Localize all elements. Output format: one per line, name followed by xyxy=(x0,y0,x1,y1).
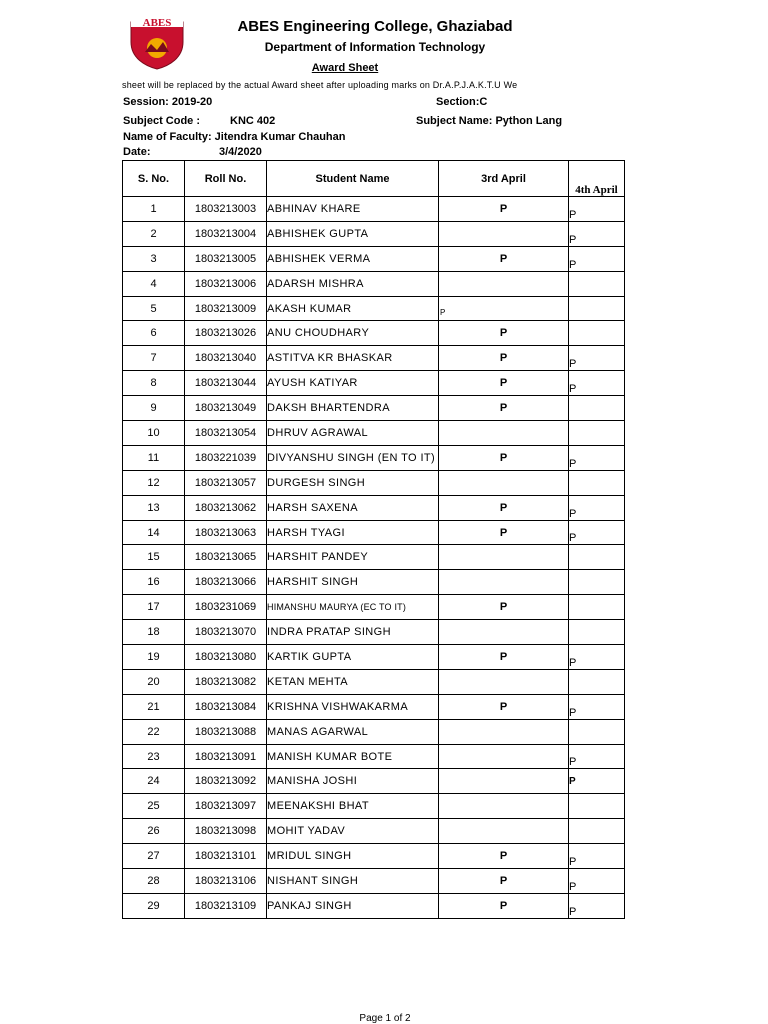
attendance-3rd-april-cell xyxy=(439,570,569,595)
attendance-3rd-april-cell xyxy=(439,794,569,819)
sno-cell: 5 xyxy=(123,296,185,321)
roll-no-cell: 1803213091 xyxy=(185,744,267,769)
sno-cell: 23 xyxy=(123,744,185,769)
award-sheet-title: Award Sheet xyxy=(311,62,379,74)
student-name-cell: PANKAJ SINGH xyxy=(267,893,439,918)
student-name-cell: MANISHA JOSHI xyxy=(267,769,439,794)
attendance-4th-april-cell: P xyxy=(569,744,625,769)
student-name-cell: ABHISHEK GUPTA xyxy=(267,221,439,246)
table-row xyxy=(123,371,625,396)
table-row xyxy=(123,296,625,321)
table-row xyxy=(123,197,625,222)
attendance-3rd-april-cell: P xyxy=(439,495,569,520)
student-name-cell: KETAN MEHTA xyxy=(267,669,439,694)
roll-no-cell: 1803213049 xyxy=(185,396,267,421)
sno-cell: 10 xyxy=(123,421,185,446)
roll-no-cell: 1803213026 xyxy=(185,321,267,346)
attendance-3rd-april-cell: P xyxy=(439,371,569,396)
college-name: ABES Engineering College, Ghaziabad xyxy=(237,18,513,35)
table-row xyxy=(123,421,625,446)
table-row xyxy=(123,396,625,421)
attendance-3rd-april-cell: P xyxy=(439,246,569,271)
student-name-cell: DURGESH SINGH xyxy=(267,470,439,495)
table-row xyxy=(123,321,625,346)
attendance-table xyxy=(122,160,625,919)
attendance-3rd-april-cell xyxy=(439,545,569,570)
roll-no-cell: 1803213003 xyxy=(185,197,267,222)
attendance-4th-april-cell: P xyxy=(569,694,625,719)
sno-cell: 15 xyxy=(123,545,185,570)
attendance-3rd-april-cell: P xyxy=(439,396,569,421)
sno-cell: 6 xyxy=(123,321,185,346)
attendance-3rd-april-cell xyxy=(439,221,569,246)
student-name-cell: DIVYANSHU SINGH (EN TO IT) xyxy=(267,445,439,470)
table-row xyxy=(123,669,625,694)
roll-no-cell: 1803213070 xyxy=(185,620,267,645)
student-name-cell: MRIDUL SINGH xyxy=(267,844,439,869)
sno-cell: 26 xyxy=(123,819,185,844)
sno-cell: 18 xyxy=(123,620,185,645)
sno-cell: 17 xyxy=(123,595,185,620)
roll-no-cell: 1803213082 xyxy=(185,669,267,694)
attendance-3rd-april-cell xyxy=(439,470,569,495)
department-name: Department of Information Technology xyxy=(264,40,486,54)
attendance-3rd-april-cell: P xyxy=(439,893,569,918)
attendance-4th-april-cell: P xyxy=(569,520,625,545)
sno-cell: 14 xyxy=(123,520,185,545)
roll-no-cell: 1803213066 xyxy=(185,570,267,595)
sno-cell: 16 xyxy=(123,570,185,595)
student-name-cell: DAKSH BHARTENDRA xyxy=(267,396,439,421)
sno-cell: 1 xyxy=(123,197,185,222)
roll-no-cell: 1803213084 xyxy=(185,694,267,719)
roll-no-cell: 1803213004 xyxy=(185,221,267,246)
attendance-4th-april-cell: P xyxy=(569,221,625,246)
student-name-cell: AYUSH KATIYAR xyxy=(267,371,439,396)
roll-no-cell: 1803213057 xyxy=(185,470,267,495)
student-name-cell: HARSHIT PANDEY xyxy=(267,545,439,570)
sno-cell: 28 xyxy=(123,869,185,894)
student-name-cell: HIMANSHU MAURYA (EC TO IT) xyxy=(267,595,439,620)
student-name-cell: KRISHNA VISHWAKARMA xyxy=(267,694,439,719)
header-student-name: Student Name xyxy=(267,161,439,197)
student-name-cell: KARTIK GUPTA xyxy=(267,645,439,670)
table-row xyxy=(123,869,625,894)
attendance-4th-april-cell xyxy=(569,570,625,595)
roll-no-cell: 1803213065 xyxy=(185,545,267,570)
attendance-4th-april-cell: P xyxy=(569,371,625,396)
attendance-4th-april-cell: P xyxy=(569,197,625,222)
header-3rd-april: 3rd April xyxy=(439,161,569,197)
attendance-3rd-april-cell: P xyxy=(439,346,569,371)
attendance-4th-april-cell: P xyxy=(569,246,625,271)
table-row xyxy=(123,595,625,620)
sno-cell: 7 xyxy=(123,346,185,371)
attendance-3rd-april-cell: P xyxy=(439,645,569,670)
sno-cell: 3 xyxy=(123,246,185,271)
attendance-4th-april-cell xyxy=(569,421,625,446)
attendance-3rd-april-cell xyxy=(439,296,569,321)
table-row xyxy=(123,545,625,570)
table-row xyxy=(123,570,625,595)
sno-cell: 8 xyxy=(123,371,185,396)
table-header-row xyxy=(123,161,625,197)
subject-code-value: KNC 402 xyxy=(230,115,276,127)
attendance-3rd-april-cell: P xyxy=(439,694,569,719)
header-sno: S. No. xyxy=(123,161,185,197)
roll-no-cell: 1803213088 xyxy=(185,719,267,744)
roll-no-cell: 1803213101 xyxy=(185,844,267,869)
faculty-name: Name of Faculty: Jitendra Kumar Chauhan xyxy=(123,131,346,143)
table-row xyxy=(123,445,625,470)
sno-cell: 25 xyxy=(123,794,185,819)
student-name-cell: INDRA PRATAP SINGH xyxy=(267,620,439,645)
roll-no-cell: 1803213097 xyxy=(185,794,267,819)
stray-p-mark: P xyxy=(440,308,446,317)
student-name-cell: MOHIT YADAV xyxy=(267,819,439,844)
attendance-4th-april-cell: P xyxy=(569,869,625,894)
attendance-4th-april-cell xyxy=(569,321,625,346)
attendance-3rd-april-cell: P xyxy=(439,520,569,545)
student-name-cell: NISHANT SINGH xyxy=(267,869,439,894)
roll-no-cell: 1803213098 xyxy=(185,819,267,844)
roll-no-cell: 1803213063 xyxy=(185,520,267,545)
attendance-4th-april-cell: P xyxy=(569,645,625,670)
sno-cell: 9 xyxy=(123,396,185,421)
sno-cell: 27 xyxy=(123,844,185,869)
college-logo xyxy=(127,16,187,70)
attendance-4th-april-cell xyxy=(569,719,625,744)
sno-cell: 11 xyxy=(123,445,185,470)
attendance-4th-april-cell xyxy=(569,620,625,645)
subject-code-label: Subject Code : xyxy=(123,115,201,127)
roll-no-cell: 1803213106 xyxy=(185,869,267,894)
sno-cell: 20 xyxy=(123,669,185,694)
sno-cell: 2 xyxy=(123,221,185,246)
table-body xyxy=(123,197,625,919)
sno-cell: 29 xyxy=(123,893,185,918)
table-row xyxy=(123,893,625,918)
table-row xyxy=(123,246,625,271)
attendance-3rd-april-cell: P xyxy=(439,595,569,620)
attendance-4th-april-cell xyxy=(569,669,625,694)
table-row xyxy=(123,271,625,296)
student-name-cell: ABHINAV KHARE xyxy=(267,197,439,222)
student-name-cell: ASTITVA KR BHASKAR xyxy=(267,346,439,371)
table-row xyxy=(123,221,625,246)
roll-no-cell: 1803213109 xyxy=(185,893,267,918)
header-roll-no: Roll No. xyxy=(185,161,267,197)
student-name-cell: ANU CHOUDHARY xyxy=(267,321,439,346)
attendance-4th-april-cell: P xyxy=(569,495,625,520)
roll-no-cell: 1803221039 xyxy=(185,445,267,470)
sno-cell: 12 xyxy=(123,470,185,495)
sno-cell: 24 xyxy=(123,769,185,794)
attendance-4th-april-cell xyxy=(569,794,625,819)
attendance-3rd-april-cell: P xyxy=(439,844,569,869)
roll-no-cell: 1803213005 xyxy=(185,246,267,271)
attendance-4th-april-cell: P xyxy=(569,769,625,794)
attendance-4th-april-cell xyxy=(569,396,625,421)
attendance-3rd-april-cell: P xyxy=(439,869,569,894)
student-name-cell: MANAS AGARWAL xyxy=(267,719,439,744)
table-row xyxy=(123,719,625,744)
header-4th-april: 4th April xyxy=(569,161,625,197)
attendance-4th-april-cell xyxy=(569,595,625,620)
roll-no-cell: 1803213006 xyxy=(185,271,267,296)
attendance-4th-april-cell xyxy=(569,470,625,495)
attendance-4th-april-cell: P xyxy=(569,445,625,470)
roll-no-cell: 1803213054 xyxy=(185,421,267,446)
attendance-3rd-april-cell xyxy=(439,421,569,446)
date-label: Date: xyxy=(123,146,151,158)
roll-no-cell: 1803213009 xyxy=(185,296,267,321)
roll-no-cell: 1803213092 xyxy=(185,769,267,794)
attendance-4th-april-cell xyxy=(569,819,625,844)
table-row xyxy=(123,620,625,645)
student-name-cell: AKASH KUMAR xyxy=(267,296,439,321)
roll-no-cell: 1803213040 xyxy=(185,346,267,371)
student-name-cell: HARSH TYAGI xyxy=(267,520,439,545)
roll-no-cell: 1803231069 xyxy=(185,595,267,620)
attendance-3rd-april-cell: P xyxy=(439,321,569,346)
sno-cell: 19 xyxy=(123,645,185,670)
sno-cell: 22 xyxy=(123,719,185,744)
student-name-cell: DHRUV AGRAWAL xyxy=(267,421,439,446)
attendance-3rd-april-cell xyxy=(439,620,569,645)
date-value: 3/4/2020 xyxy=(219,146,262,158)
table-row xyxy=(123,844,625,869)
table-row xyxy=(123,495,625,520)
table-row xyxy=(123,769,625,794)
roll-no-cell: 1803213044 xyxy=(185,371,267,396)
student-name-cell: ABHISHEK VERMA xyxy=(267,246,439,271)
student-name-cell: ADARSH MISHRA xyxy=(267,271,439,296)
roll-no-cell: 1803213062 xyxy=(185,495,267,520)
attendance-3rd-april-cell xyxy=(439,669,569,694)
attendance-4th-april-cell xyxy=(569,271,625,296)
logo-text: ABES xyxy=(142,17,172,29)
attendance-4th-april-cell xyxy=(569,545,625,570)
section-label: Section:C xyxy=(436,96,488,108)
attendance-4th-april-cell xyxy=(569,296,625,321)
table-row xyxy=(123,744,625,769)
sno-cell: 4 xyxy=(123,271,185,296)
table-row xyxy=(123,794,625,819)
table-row xyxy=(123,819,625,844)
attendance-3rd-april-cell: P xyxy=(439,445,569,470)
table-row xyxy=(123,470,625,495)
attendance-3rd-april-cell xyxy=(439,719,569,744)
attendance-4th-april-cell: P xyxy=(569,346,625,371)
sno-cell: 21 xyxy=(123,694,185,719)
attendance-3rd-april-cell: P xyxy=(439,197,569,222)
table-row xyxy=(123,645,625,670)
table-row xyxy=(123,694,625,719)
student-name-cell: MEENAKSHI BHAT xyxy=(267,794,439,819)
attendance-3rd-april-cell xyxy=(439,769,569,794)
student-name-cell: HARSHIT SINGH xyxy=(267,570,439,595)
attendance-4th-april-cell: P xyxy=(569,893,625,918)
replacement-note: sheet will be replaced by the actual Award sheet after uploading marks on Dr.A.P.J.A.K.T.U We xyxy=(122,80,518,90)
attendance-3rd-april-cell xyxy=(439,819,569,844)
table-row xyxy=(123,346,625,371)
student-name-cell: MANISH KUMAR BOTE xyxy=(267,744,439,769)
subject-name: Subject Name: Python Lang xyxy=(416,115,563,127)
attendance-4th-april-cell: P xyxy=(569,844,625,869)
sno-cell: 13 xyxy=(123,495,185,520)
student-name-cell: HARSH SAXENA xyxy=(267,495,439,520)
session-label: Session: 2019-20 xyxy=(123,96,213,108)
roll-no-cell: 1803213080 xyxy=(185,645,267,670)
attendance-3rd-april-cell xyxy=(439,271,569,296)
attendance-3rd-april-cell xyxy=(439,744,569,769)
table-row xyxy=(123,520,625,545)
page-number: Page 1 of 2 xyxy=(359,1013,411,1024)
